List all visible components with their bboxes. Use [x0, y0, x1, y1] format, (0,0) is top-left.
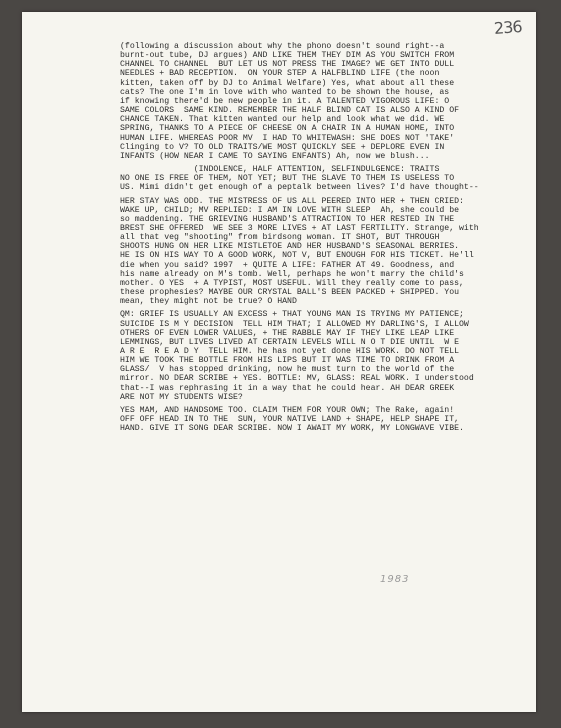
typed-line: OTHERS OF EVEN LOWER VALUES, + THE RABBLE MAY IF THEY LIKE LEAP LIKE [120, 328, 455, 338]
typed-line: YES MAM, AND HANDSOME TOO. CLAIM THEM FOR YOUR OWN; The Rake, again! [120, 405, 455, 415]
typed-line: BREST SHE OFFERED WE SEE 3 MORE LIVES + AT LAST FERTILITY. Strange, with [120, 223, 479, 233]
typed-line: HE IS ON HIS WAY TO A GOOD WORK, NOT V, BUT ENOUGH FOR HIS TICKET. He'll [120, 251, 474, 261]
typed-line: GLASS/ V has stopped drinking, now he must turn to the world of the [120, 365, 455, 375]
typed-line: OFF OFF HEAD IN TO THE SUN, YOUR NATIVE LAND + SHAPE, HELP SHAPE IT, [120, 415, 460, 425]
typed-line: QM: GRIEF IS USUALLY AN EXCESS + THAT YOUNG MAN IS TRYING MY PATIENCE; [120, 310, 464, 320]
typed-line: SUICIDE IS M Y DECISION TELL HIM THAT; I ALLOWED MY DARLING'S, I ALLOW [120, 319, 469, 329]
typed-line: his name already on M's tomb. Well, perhaps he won't marry the child's [120, 269, 464, 279]
typed-line: HIM WE TOOK THE BOTTLE FROM HIS LIPS BUT IT WAS TIME TO DRINK FROM A [120, 356, 455, 366]
typed-line: (INDOLENCE, HALF ATTENTION, SELFINDULGENCE: TRAITS [120, 165, 440, 175]
typed-line: these prophesies? MAYBE OUR CRYSTAL BALL'S BEEN PACKED + SHIPPED. You [120, 288, 460, 298]
typed-line: HAND. GIVE IT SONG DEAR SCRIBE. NOW I AWAIT MY WORK, MY LONGWAVE VIBE. [120, 424, 464, 434]
typed-line: SAME COLORS SAME KIND. REMEMBER THE HALF BLIND CAT IS ALSO A KIND OF [120, 106, 460, 116]
typed-transcript [120, 42, 540, 433]
handwritten-page-number: 236 [493, 17, 523, 38]
typed-line: HUMAN LIFE. WHEREAS POOR MV I HAD TO WHITEWASH: SHE DOES NOT 'TAKE' [120, 133, 455, 143]
typed-line: burnt-out tube, DJ argues) AND LIKE THEM THEY DIM AS YOU SWITCH FROM [120, 51, 455, 61]
typed-line: Clinging to V? TO OLD TRAITS/WE MOST QUICKLY SEE + DEPLORE EVEN IN [120, 142, 445, 152]
typed-line: cats? The one I'm in love with who wanted to be shown the house, as [120, 87, 450, 97]
typewritten-page [22, 12, 536, 712]
typed-line: so maddening. THE GRIEVING HUSBAND'S ATTRACTION TO HER RESTED IN THE [120, 214, 455, 224]
typed-line: that--I was rephrasing it in a way that he could hear. AH DEAR GREEK [120, 383, 455, 393]
typed-line: INFANTS (HOW NEAR I CAME TO SAYING ENFANTS) Ah, now we blush... [120, 151, 430, 161]
typed-line: all that veg "shooting" from birdsong woman. IT SHOT, BUT THROUGH [120, 233, 440, 243]
typed-line: ARE NOT MY STUDENTS WISE? [120, 392, 243, 402]
typed-line: mother. O YES + A TYPIST, MOST USEFUL. Will they really come to pass, [120, 278, 464, 288]
typed-line: US. Mimi didn't get enough of a peptalk between lives? I'd have thought-- [120, 183, 479, 193]
typed-line: LEMMINGS, BUT LIVES LIVED AT CERTAIN LEVELS WILL N O T DIE UNTIL W E [120, 337, 460, 347]
typed-line: HER STAY WAS ODD. THE MISTRESS OF US ALL PEERED INTO HER + THEN CRIED: [120, 196, 464, 206]
typed-line: (following a discussion about why the phono doesn't sound right--a [120, 42, 445, 51]
typed-line: A R E R E A D Y TELL HIM. he has not yet done HIS WORK. DO NOT TELL [120, 347, 460, 356]
typed-line: CHANNEL TO CHANNEL BUT LET US NOT PRESS THE IMAGE? WE GET INTO DULL [120, 60, 455, 70]
typed-line: mean, they might not be true? O HAND [120, 297, 297, 307]
typed-line: WAKE UP, CHILD; MV REPLIED: I AM IN LOVE WITH SLEEP Ah, she could be [120, 205, 460, 215]
typed-line: die when you said? 1997 + QUITE A LIFE: FATHER AT 49. Goodness, and [120, 260, 455, 270]
typed-line: if knowing there'd be new people in it. A TALENTED VIGOROUS LIFE: O [120, 96, 450, 106]
handwritten-year-note: 1983 [380, 574, 410, 585]
typed-line: NO ONE IS FREE OF THEM, NOT YET; BUT THE SLAVE TO THEM IS USELESS TO [120, 174, 455, 184]
typed-line: SPRING, THANKS TO A PIECE OF CHEESE ON A CHAIR IN A HUMAN HOME, INTO [120, 124, 455, 134]
typed-line: mirror. NO DEAR SCRIBE + YES. BOTTLE: MV, GLASS: REAL WORK. I understood [120, 374, 474, 384]
typed-line: CHANCE TAKEN. That kitten wanted our help and look what we did. WE [120, 115, 445, 125]
typed-line: NEEDLES + BAD RECEPTION. ON YOUR STEP A HALFBLIND LIFE (the noon [120, 69, 440, 79]
typed-line: SHOOTS HUNG ON HER LIKE MISTLETOE AND HER HUSBAND'S SEASONAL BERRIES. [120, 242, 460, 252]
typed-line: kitten, taken off by DJ to Animal Welfare) Yes, what about all these [120, 78, 455, 88]
